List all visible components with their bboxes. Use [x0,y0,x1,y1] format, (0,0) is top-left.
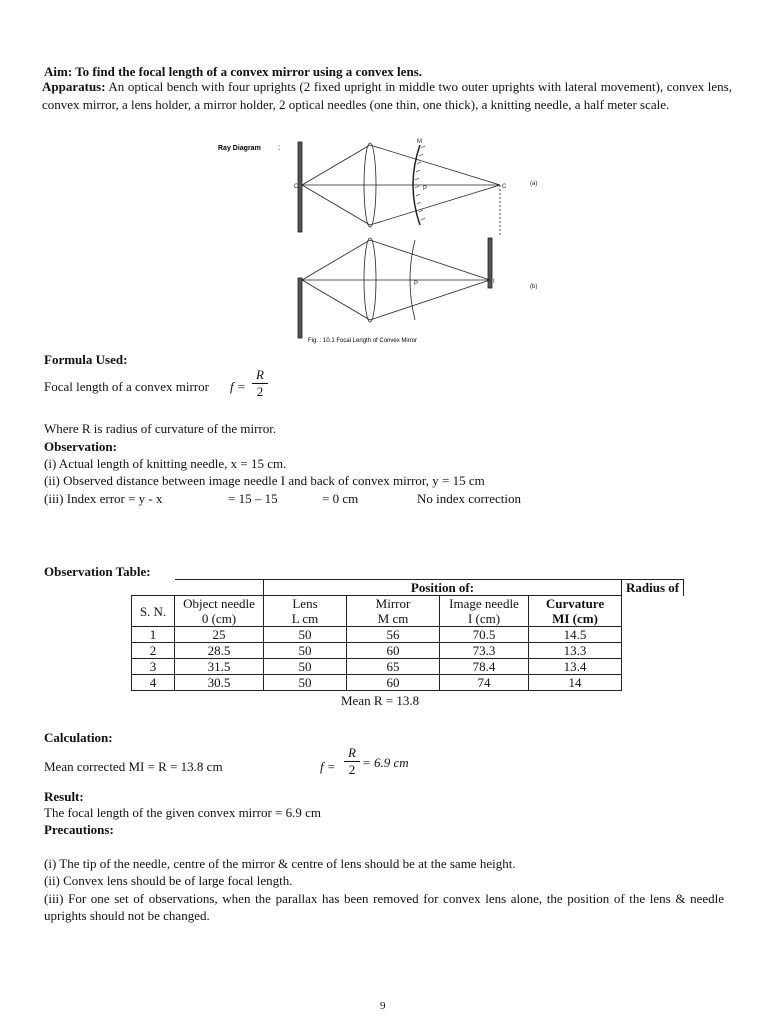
mirror-header-1: Mirror [347,596,440,612]
mirror-header-2: M cm [347,611,440,627]
formula-fraction [252,367,268,400]
cell-lens: 50 [264,659,347,675]
point-i: I [493,279,495,285]
cell-radius: 14 [529,675,622,691]
precaution-1: (i) The tip of the needle, centre of the mirror & centre of lens should be at the same height. [44,856,516,871]
label-a: (a) [530,181,538,187]
cell-image: 70.5 [440,627,529,643]
point-p-a: P [423,186,428,192]
table-row [132,659,684,675]
formula-f: f = [230,379,246,394]
apparatus-text: An optical bench with four uprights (2 fixed upright in middle two outer uprights with lateral movement), convex lens, convex mirror, a lens holder, a mirror holder, 2 optical needles (one thin, one thick), a knitting needle, a half meter scale. [42,79,732,112]
precaution-3: (iii) For one set of observations, when the parallax has been removed for convex lens alone, the position of the lens & needle uprights should not be changed. [44,891,724,923]
table-header-row-2 [132,596,684,612]
cell-sn: 4 [132,675,175,691]
point-c: C [502,184,507,190]
formula-where: Where R is radius of curvature of the mirror. [44,421,277,436]
point-p-b: P [414,281,419,287]
table-header-row-3 [132,611,684,627]
cell-mirror: 60 [347,643,440,659]
point-o: O [294,184,299,190]
cell-sn: 1 [132,627,175,643]
table-row [132,627,684,643]
calc-numerator: R [348,745,356,760]
apparatus-paragraph [42,78,732,114]
formula-numerator: R [256,367,264,382]
precautions-heading: Precautions: [44,822,114,837]
radius-header-3: MI (cm) [529,611,622,627]
ray-diagram-figure [210,130,550,355]
image-header-2: I (cm) [440,611,529,627]
observation-line-1: (i) Actual length of knitting needle, x = 15 cm. [44,456,287,471]
observation-line-3b: = 15 – 15 [228,491,278,506]
cell-lens: 50 [264,627,347,643]
lens-header-1: Lens [264,596,347,612]
calc-fraction [344,745,360,778]
aim-label: Aim: [44,64,73,79]
cell-radius: 13.4 [529,659,622,675]
image-header-1: Image needle [440,596,529,612]
object-header-2: 0 (cm) [175,611,264,627]
diagram-part-b [298,238,537,338]
table-header-row-1 [132,580,684,596]
diagram-label: Ray Diagram [218,145,261,152]
cell-sn: 3 [132,659,175,675]
point-m: M [417,139,422,145]
calc-value: = 6.9 cm [362,755,409,770]
diagram-colon: : [278,143,281,152]
page-number: 9 [380,1000,386,1012]
cell-mirror: 56 [347,627,440,643]
observation-table [131,579,684,691]
sn-header: S. N. [132,596,175,627]
cell-mirror: 60 [347,675,440,691]
object-header-1: Object needle [175,596,264,612]
formula-desc: Focal length of a convex mirror [44,379,209,394]
cell-object: 30.5 [175,675,264,691]
cell-mirror: 65 [347,659,440,675]
cell-object: 25 [175,627,264,643]
formula-heading: Formula Used: [44,352,128,367]
diagram-caption: Fig. : 10.1 Focal Length of Convex Mirror [308,338,418,344]
cell-lens: 50 [264,643,347,659]
cell-sn: 2 [132,643,175,659]
diagram-part-a [294,139,537,235]
calc-denominator: 2 [344,761,360,778]
cell-image: 73.3 [440,643,529,659]
label-b: (b) [530,284,538,290]
cell-object: 31.5 [175,659,264,675]
precaution-2: (ii) Convex lens should be of large focal length. [44,873,293,888]
position-of-header: Position of: [264,580,622,596]
radius-header-1: Radius of [622,580,684,596]
ray-a1 [302,145,370,185]
mean-r: Mean R = 13.8 [341,693,420,708]
lens-header-2: L cm [264,611,347,627]
cell-radius: 14.5 [529,627,622,643]
formula-denominator: 2 [252,383,268,400]
aim-text: To find the focal length of a convex mirror using a convex lens. [75,64,422,79]
observation-line-3d: No index correction [417,491,521,506]
observation-line-2: (ii) Observed distance between image needle I and back of convex mirror, y = 15 cm [44,473,485,488]
result-heading: Result: [44,789,84,804]
table-heading: Observation Table: [44,564,151,579]
observation-heading: Observation: [44,439,117,454]
table-row [132,643,684,659]
result-text: The focal length of the given convex mirror = 6.9 cm [44,805,321,820]
ray-diagram [210,130,550,355]
cell-image: 78.4 [440,659,529,675]
apparatus-label: Apparatus: [42,79,106,94]
cell-object: 28.5 [175,643,264,659]
observation-line-3a: (iii) Index error = y - x [44,491,163,506]
cell-image: 74 [440,675,529,691]
calculation-heading: Calculation: [44,730,113,745]
radius-header-2: Curvature [529,596,622,612]
calc-f: f = [320,759,336,774]
table-row [132,675,684,691]
cell-radius: 13.3 [529,643,622,659]
observation-line-3c: = 0 cm [322,491,359,506]
calculation-text: Mean corrected MI = R = 13.8 cm [44,759,223,774]
cell-lens: 50 [264,675,347,691]
